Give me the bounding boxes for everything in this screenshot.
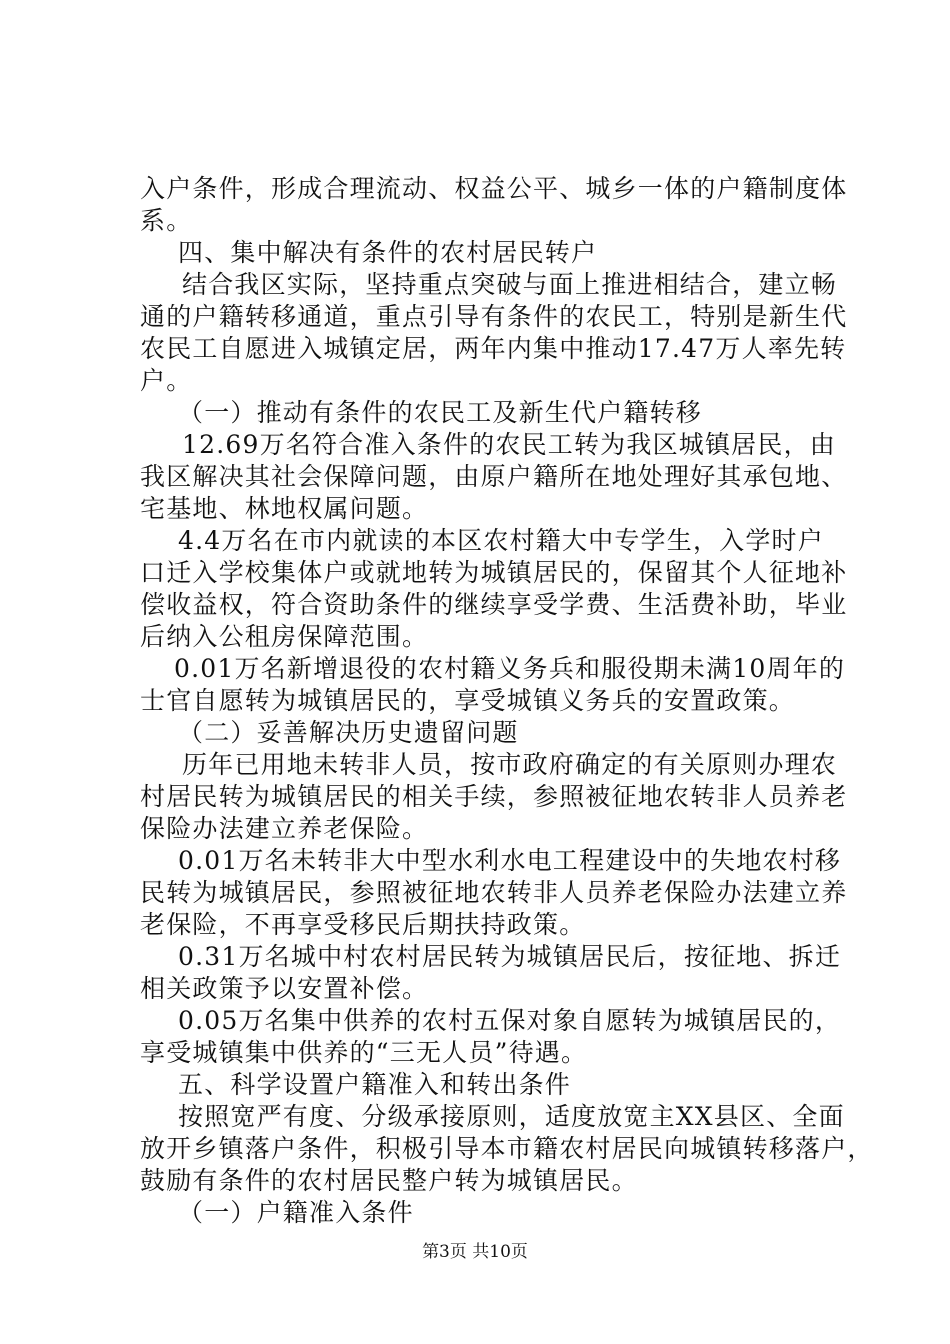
text-line: 民转为城镇居民，参照被征地农转非人员养老保险办法建立养: [140, 878, 848, 907]
text-line: 农民工自愿进入城镇定居，两年内集中推动17.47万人率先转: [140, 334, 847, 363]
text-line: 户。: [140, 366, 193, 395]
text-line: 0.31万名城中村农村居民转为城镇居民后，按征地、拆迁: [178, 942, 842, 971]
text-line: 放开乡镇落户条件，积极引导本市籍农村居民向城镇转移落户，: [140, 1134, 874, 1163]
text-line: 我区解决其社会保障问题，由原户籍所在地处理好其承包地、: [140, 462, 848, 491]
text-line: 宅基地、林地权属问题。: [140, 494, 429, 523]
text-line: 结合我区实际，坚持重点突破与面上推进相结合，建立畅: [182, 270, 838, 299]
text-line: 鼓励有条件的农村居民整户转为城镇居民。: [140, 1166, 638, 1195]
text-line: 享受城镇集中供养的“三无人员”待遇。: [140, 1038, 588, 1067]
text-line: 通的户籍转移通道，重点引导有条件的农民工，特别是新生代: [140, 302, 848, 331]
subsection-heading: （一）户籍准入条件: [178, 1198, 414, 1227]
text-line: 后纳入公租房保障范围。: [140, 622, 429, 651]
text-line: 0.01万名新增退役的农村籍义务兵和服役期未满10周年的: [174, 654, 846, 683]
text-line: 入户条件，形成合理流动、权益公平、城乡一体的户籍制度体: [140, 174, 848, 203]
text-line: 相关政策予以安置补偿。: [140, 974, 429, 1003]
text-line: 12.69万名符合准入条件的农民工转为我区城镇居民，由: [182, 430, 836, 459]
subsection-heading: （二）妥善解决历史遗留问题: [178, 718, 519, 747]
text-line: 历年已用地未转非人员，按市政府确定的有关原则办理农: [182, 750, 838, 779]
text-line: 0.05万名集中供养的农村五保对象自愿转为城镇居民的，: [178, 1006, 842, 1035]
text-line: 0.01万名未转非大中型水利水电工程建设中的失地农村移: [178, 846, 842, 875]
page-number-footer: 第3页 共10页: [422, 1242, 528, 1262]
text-line: 系。: [140, 206, 193, 235]
text-line: 士官自愿转为城镇居民的，享受城镇义务兵的安置政策。: [140, 686, 796, 715]
text-line: 保险办法建立养老保险。: [140, 814, 429, 843]
text-line: 村居民转为城镇居民的相关手续，参照被征地农转非人员养老: [140, 782, 848, 811]
text-line: 4.4万名在市内就读的本区农村籍大中专学生，入学时户: [178, 526, 824, 555]
text-line: 偿收益权，符合资助条件的继续享受学费、生活费补助，毕业: [140, 590, 848, 619]
text-line: 按照宽严有度、分级承接原则，适度放宽主XX县区、全面: [178, 1102, 845, 1131]
section-heading: 五、科学设置户籍准入和转出条件: [178, 1070, 572, 1099]
text-line: 口迁入学校集体户或就地转为城镇居民的，保留其个人征地补: [140, 558, 848, 587]
section-heading: 四、集中解决有条件的农村居民转户: [178, 238, 598, 267]
text-line: 老保险，不再享受移民后期扶持政策。: [140, 910, 586, 939]
subsection-heading: （一）推动有条件的农民工及新生代户籍转移: [178, 398, 703, 427]
